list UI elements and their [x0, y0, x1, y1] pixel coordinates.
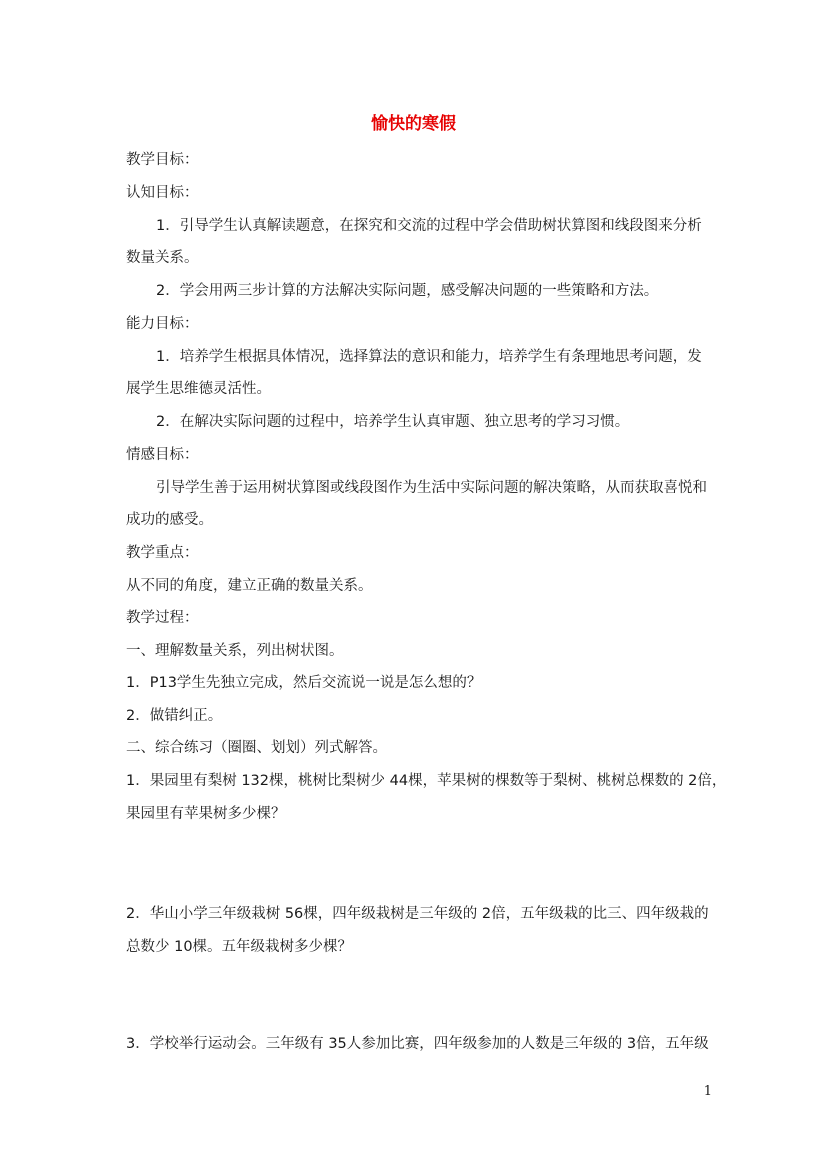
page-number: 1	[703, 1084, 712, 1099]
paragraph-line: 数量关系。	[126, 250, 199, 266]
paragraph-line: 1．培养学生根据具体情况，选择算法的意识和能力，培养学生有条理地思考问题，发	[156, 349, 702, 365]
paragraph-line: 二、综合练习（圈圈、划划）列式解答。	[126, 740, 387, 756]
paragraph-line: 引导学生善于运用树状算图或线段图作为生活中实际问题的解决策略，从而获取喜悦和	[156, 480, 707, 496]
paragraph-line: 1．P13学生先独立完成，然后交流说一说是怎么想的？	[126, 675, 482, 691]
problem-1-line: 果园里有苹果树多少棵？	[126, 806, 286, 822]
paragraph-line: 2．在解决实际问题的过程中，培养学生认真审题、独立思考的学习习惯。	[156, 414, 630, 430]
paragraph-line: 1．引导学生认真解读题意，在探究和交流的过程中学会借助树状算图和线段图来分析	[156, 218, 702, 234]
heading-teaching-goals: 教学目标：	[126, 152, 199, 168]
heading-emotional-goals: 情感目标：	[126, 447, 199, 463]
problem-3-line: 3．学校举行运动会。三年级有 35人参加比赛，四年级参加的人数是三年级的 3倍，五年级	[126, 1036, 709, 1052]
problem-1-line: 1．果园里有梨树 132棵，桃树比梨树少 44棵，苹果树的棵数等于梨树、桃树总棵数的 2倍，	[126, 773, 727, 789]
problem-2-line: 2．华山小学三年级栽树 56棵，四年级栽树是三年级的 2倍，五年级栽的比三、四年级栽的	[126, 906, 709, 922]
heading-teaching-process: 教学过程：	[126, 610, 199, 626]
heading-cognitive-goals: 认知目标：	[126, 185, 199, 201]
paragraph-line: 从不同的角度，建立正确的数量关系。	[126, 578, 373, 594]
problem-2-line: 总数少 10棵。五年级栽树多少棵？	[126, 939, 353, 955]
document-title: 愉快的寒假	[371, 114, 456, 134]
paragraph-line: 成功的感受。	[126, 512, 213, 528]
paragraph-line: 展学生思维德灵活性。	[126, 381, 271, 397]
heading-ability-goals: 能力目标：	[126, 316, 199, 332]
paragraph-line: 2．做错纠正。	[126, 708, 223, 724]
paragraph-line: 2．学会用两三步计算的方法解决实际问题，感受解决问题的一些策略和方法。	[156, 283, 659, 299]
heading-teaching-focus: 教学重点：	[126, 545, 199, 561]
paragraph-line: 一、理解数量关系，列出树状图。	[126, 643, 344, 659]
